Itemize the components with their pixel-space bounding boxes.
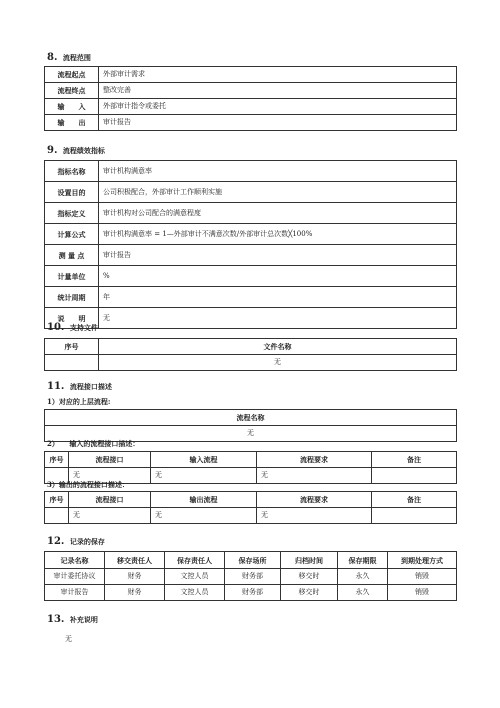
row-value: 审计机构对公司配合的满意程度 [99, 203, 457, 224]
section-11-heading: 流程接口描述 [69, 382, 112, 391]
row-label: 设置目的 [45, 182, 99, 203]
row-value: 无 [99, 308, 457, 329]
row-value: 整改完善 [99, 83, 457, 99]
row-label: 输 出 [45, 115, 99, 131]
table-row [45, 67, 457, 83]
table-cell: 财务部 [225, 585, 281, 601]
table-row [45, 245, 457, 266]
table-cell: 无 [99, 355, 457, 371]
column-header: 输出流程 [151, 492, 257, 508]
column-header: 到期处理方式 [388, 552, 457, 569]
row-value: 年 [99, 287, 457, 308]
table-cell: 无 [151, 508, 257, 524]
table-row [45, 83, 457, 99]
table-row [45, 355, 457, 371]
section-13-heading: 补充说明 [69, 615, 98, 624]
column-header: 文件名称 [99, 339, 457, 355]
upper-process-table [44, 409, 457, 442]
row-label: 统计周期 [45, 287, 99, 308]
section-12-title [47, 536, 105, 547]
column-header: 输入流程 [151, 452, 257, 468]
column-header: 备注 [372, 452, 457, 468]
table-header-row [45, 492, 457, 508]
section-13-number: 13. [47, 614, 65, 625]
table-cell: 无 [69, 508, 151, 524]
table-cell: 文控人员 [165, 585, 225, 601]
table-cell: 无 [69, 468, 151, 484]
table-row [45, 115, 457, 131]
table-row [45, 308, 457, 329]
column-header: 保存期限 [338, 552, 388, 569]
section-9-heading: 流程绩效指标 [62, 146, 105, 155]
table-header-row [45, 410, 457, 426]
table-cell: 财务 [105, 569, 165, 585]
flow-scope-table [44, 66, 457, 131]
table-cell: 审计委托协议 [45, 569, 105, 585]
table-row [45, 224, 457, 245]
table-row [45, 585, 457, 601]
record-retention-table [44, 551, 457, 601]
section-10-heading: 支持文件 [69, 323, 98, 332]
section-11-number: 11. [47, 381, 65, 392]
section-12-heading: 记录的保存 [69, 537, 105, 546]
section-9-title [47, 145, 105, 156]
row-value: 审计机构满意率 [99, 161, 457, 182]
row-label: 计量单位 [45, 266, 99, 287]
column-header: 记录名称 [45, 552, 105, 569]
table-cell [372, 508, 457, 524]
column-header: 移交责任人 [105, 552, 165, 569]
section-10-title [47, 322, 98, 333]
table-row [45, 266, 457, 287]
row-value: 外部审计需求 [99, 67, 457, 83]
row-value: 审计报告 [99, 245, 457, 266]
table-cell: 销毁 [388, 569, 457, 585]
column-header: 流程接口 [69, 492, 151, 508]
column-header: 流程接口 [69, 452, 151, 468]
row-value: 审计机构满意率 = 1—外部审计不满意次数/外部审计总次数╳100% [99, 224, 457, 245]
support-files-table [44, 338, 457, 371]
column-header: 归档时间 [281, 552, 338, 569]
table-row [45, 99, 457, 115]
section-8-title [47, 52, 91, 63]
table-cell [45, 508, 69, 524]
row-label: 流程起点 [45, 67, 99, 83]
table-row [45, 161, 457, 182]
output-interface-subtitle: 3）输出的流程接口描述： [47, 480, 129, 489]
row-label: 输 入 [45, 99, 99, 115]
column-header: 序号 [45, 339, 99, 355]
table-cell: 财务 [105, 585, 165, 601]
table-row [45, 569, 457, 585]
column-header: 备注 [372, 492, 457, 508]
table-cell: 永久 [338, 569, 388, 585]
row-value: 公司积极配合，外部审计工作顺利实施 [99, 182, 457, 203]
table-row [45, 203, 457, 224]
row-value: 外部审计指令或委托 [99, 99, 457, 115]
table-cell: 无 [257, 508, 372, 524]
table-row [45, 287, 457, 308]
output-interface-table [44, 491, 457, 524]
table-cell: 审计报告 [45, 585, 105, 601]
table-row [45, 508, 457, 524]
supplementary-note: 无 [65, 635, 72, 643]
row-label: 流程终点 [45, 83, 99, 99]
upper-process-subtitle: 1）对应的上层流程: [47, 397, 111, 406]
input-interface-subtitle: 2） 输入的流程接口描述： [47, 439, 140, 448]
column-header: 流程名称 [45, 410, 457, 426]
table-cell [45, 355, 99, 371]
section-13-title [47, 614, 98, 625]
section-9-number: 9. [47, 145, 58, 156]
section-12-number: 12. [47, 536, 65, 547]
table-cell [372, 468, 457, 484]
table-cell: 永久 [338, 585, 388, 601]
row-label: 计算公式 [45, 224, 99, 245]
row-value: % [99, 266, 457, 287]
column-header: 保存责任人 [165, 552, 225, 569]
table-cell: 无 [151, 468, 257, 484]
table-header-row [45, 339, 457, 355]
table-cell: 移交时 [281, 585, 338, 601]
section-8-heading: 流程范围 [62, 53, 91, 62]
column-header: 序号 [45, 452, 69, 468]
row-label: 指标定义 [45, 203, 99, 224]
table-cell: 无 [257, 468, 372, 484]
table-row [45, 182, 457, 203]
table-cell: 销毁 [388, 585, 457, 601]
column-header: 流程要求 [257, 452, 372, 468]
row-label: 测 量 点 [45, 245, 99, 266]
table-cell: 无 [45, 426, 457, 442]
column-header: 序号 [45, 492, 69, 508]
table-cell: 财务部 [225, 569, 281, 585]
table-cell: 移交时 [281, 569, 338, 585]
section-10-number: 10. [47, 322, 65, 333]
table-header-row [45, 452, 457, 468]
section-11-title [47, 381, 112, 392]
table-cell: 文控人员 [165, 569, 225, 585]
table-header-row [45, 552, 457, 569]
section-8-number: 8. [47, 52, 58, 63]
performance-indicator-table [44, 160, 457, 329]
row-label: 说 明 [45, 308, 99, 329]
column-header: 保存场所 [225, 552, 281, 569]
column-header: 流程要求 [257, 492, 372, 508]
row-label: 指标名称 [45, 161, 99, 182]
row-value: 审计报告 [99, 115, 457, 131]
